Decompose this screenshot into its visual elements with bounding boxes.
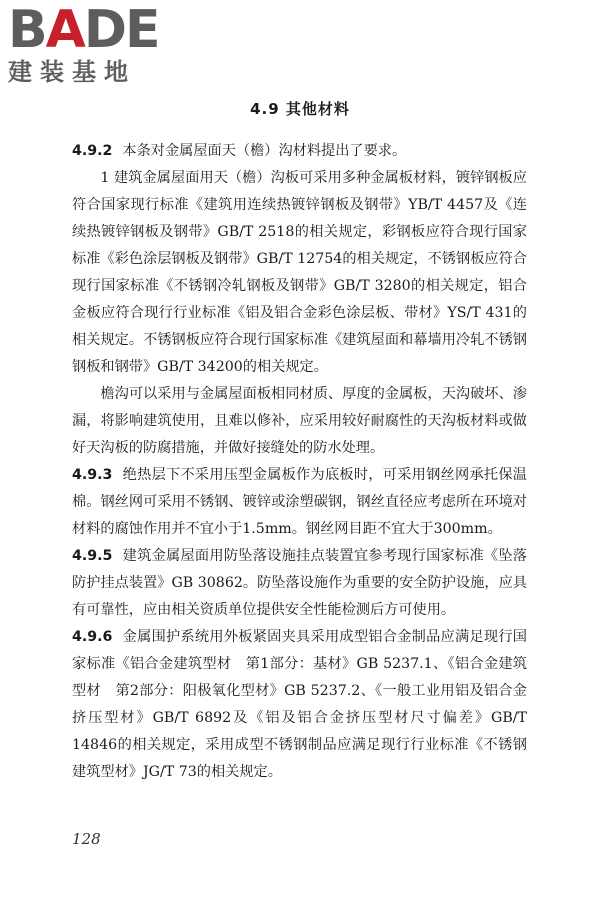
clause-number: 4.9.5 — [72, 548, 113, 564]
logo-letter-b: B — [8, 0, 46, 60]
bade-logo — [8, 0, 178, 86]
logo-letters-de: DE — [83, 0, 159, 60]
logo-letter-a: A — [45, 0, 84, 60]
clause-4-9-3 — [72, 462, 527, 543]
logo-wordmark — [8, 0, 178, 60]
document-body — [72, 138, 527, 786]
clause-number: 4.9.2 — [72, 143, 113, 159]
clause-text: 金属围护系统用外板紧固夹具采用成型铝合金制品应满足现行国家标准《铝合金建筑型材 第1部分：基材》GB 5237.1、《铝合金建筑型材 第2部分：阳极氧化型材》GB 5237.2、《一般工业用铝及铝合金挤压型材》GB/T 6892及《铝及铝合金挤压型材尺寸偏差》GB/T 14846的相关规定，采用成型不锈钢制品应满足现行行业标准《不锈钢建筑型材》JG/T 73的相关规定。 — [72, 629, 527, 780]
clause-text: 绝热层下不采用压型金属板作为底板时，可采用钢丝网承托保温棉。钢丝网可采用不锈钢、镀锌或涂塑碳钢，钢丝直径应考虑所在环境对材料的腐蚀作用并不宜小于1.5mm。钢丝网目距不宜大于300mm。 — [72, 467, 527, 537]
clause-4-9-5 — [72, 543, 527, 624]
clause-text: 建筑金属屋面用防坠落设施挂点装置宜参考现行国家标准《坠落防护挂点装置》GB 30862。防坠落设施作为重要的安全防护设施，应具有可靠性，应由相关资质单位提供安全性能检测后方可使用。 — [72, 548, 527, 618]
paragraph-gutter-note: 檐沟可以采用与金属屋面板相同材质、厚度的金属板，天沟破坏、渗漏，将影响建筑使用，且难以修补，应采用较好耐腐性的天沟板材料或做好天沟板的防腐措施，并做好接缝处的防水处理。 — [72, 386, 527, 456]
page-number: 128 — [72, 830, 101, 848]
clause-text: 本条对金属屋面天（檐）沟材料提出了要求。 — [122, 143, 407, 159]
clause-number: 4.9.6 — [72, 629, 113, 645]
clause-4-9-2 — [72, 138, 527, 165]
paragraph-item-1: 1 建筑金属屋面用天（檐）沟板可采用多种金属板材料，镀锌钢板应符合国家现行标准《建筑用连续热镀锌钢板及钢带》YB/T 4457及《连续热镀锌钢板及钢带》GB/T 2518的相关规定，彩钢板应符合现行国家标准《彩色涂层钢板及钢带》GB/T 12754的相关规定，不锈钢板应符合现行国家标准《不锈钢冷轧钢板及钢带》GB/T 3280的相关规定，铝合金板应符合现行行业标准《铝及铝合金彩色涂层板、带材》YS/T 431的相关规定。不锈钢板应符合现行国家标准《建筑屋面和幕墙用冷轧不锈钢钢板和钢带》GB/T 34200的相关规定。 — [72, 170, 527, 375]
section-title: 4.9 其他材料 — [250, 100, 350, 118]
clause-number: 4.9.3 — [72, 467, 113, 483]
clause-4-9-6 — [72, 624, 527, 786]
logo-tagline: 建装基地 — [8, 58, 136, 86]
